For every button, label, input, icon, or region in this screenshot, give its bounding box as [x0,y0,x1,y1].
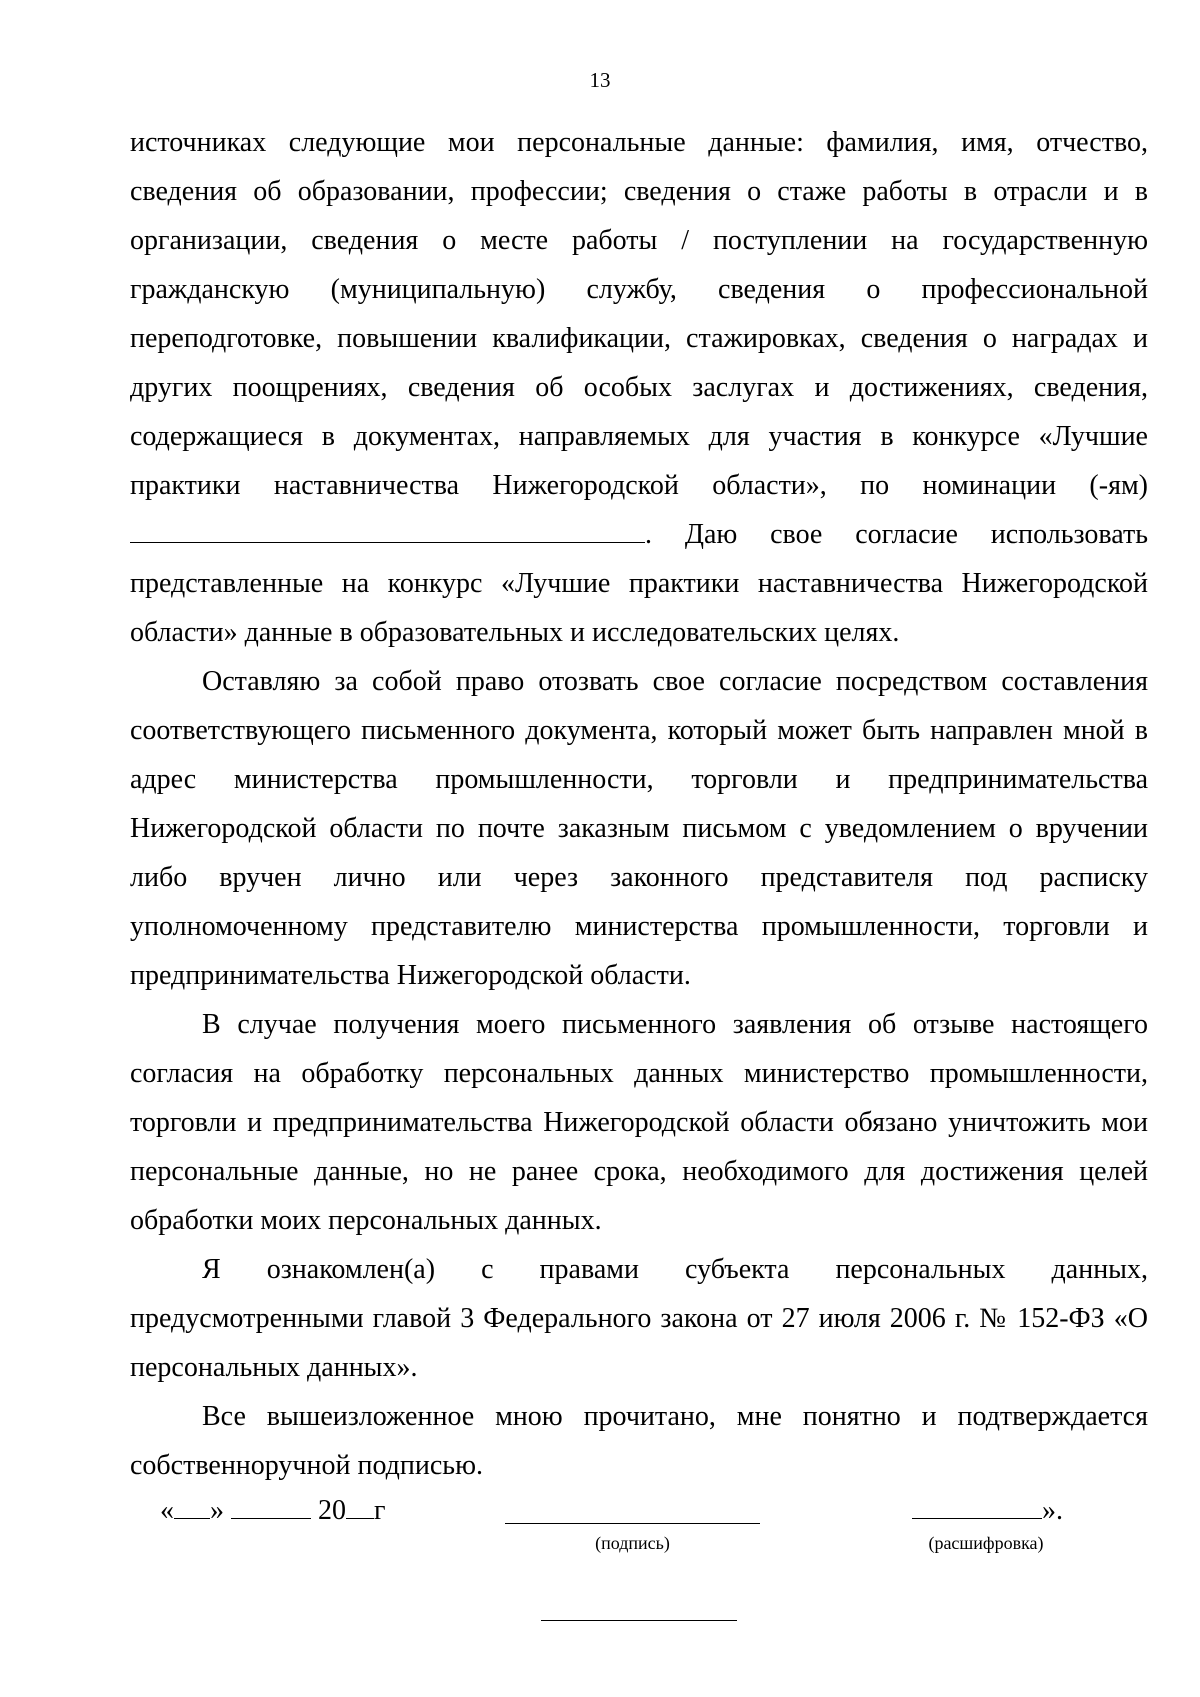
paragraph-confirmation: Все вышеизложенное мною прочитано, мне понятно и подтверждается собственноручной подписью. [130,1401,1148,1481]
date-close-quote: » [210,1495,224,1526]
signature-line [505,1495,760,1524]
decoding-end: ». [1042,1495,1063,1526]
signature-row [0,1495,1200,1565]
footer-separator-line [541,1620,737,1621]
day-blank [174,1496,210,1519]
page-number: 13 [589,68,611,92]
month-blank [231,1496,311,1519]
decoding-blank [912,1496,1042,1519]
document-body [130,118,1148,1490]
year-blank [346,1496,374,1519]
decoding-caption: (расшифровка) [928,1533,1044,1553]
date-open-quote: « [160,1495,174,1526]
year-suffix: г [374,1495,386,1526]
paragraph-personal-data [130,118,1148,657]
year-prefix: 20 [318,1495,346,1526]
paragraph-personal-data-end: . Даю свое согласие использовать представленные на конкурс «Лучшие практики наставничества Нижегородской области» данные в образовательных и исследовательских целях. [130,519,1148,648]
nomination-blank-line [130,520,645,543]
date-field [160,1495,385,1527]
paragraph-subject-rights: Я ознакомлен(а) с правами субъекта персональных данных, предусмотренными главой 3 Федерального закона от 27 июля 2006 г. № 152-ФЗ «О персональных данных». [130,1254,1148,1383]
paragraph-personal-data-start: источниках следующие мои персональные данные: фамилия, имя, отчество, сведения об образовании, профессии; сведения о стаже работы в отрасли и в организации, сведения о месте работы / поступлении на государственную гражданскую (муниципальную) службу, сведения о профессиональной переподготовке, повышении квалификации, стажировках, сведения о наградах и других поощрениях, сведения об особых заслугах и достижениях, сведения, содержащиеся в документах, направляемых для участия в конкурсе «Лучшие практики наставничества Нижегородской области», по номинации (-ям) [130,127,1148,501]
signature-caption: (подпись) [595,1533,670,1553]
paragraph-data-destruction: В случае получения моего письменного заявления об отзыве настоящего согласия на обработку персональных данных министерство промышленности, торговли и предпринимательства Нижегородской области обязано уничтожить мои персональные данные, но не ранее срока, необходимого для достижения целей обработки моих персональных данных. [130,1009,1148,1236]
decoding-field [912,1495,1063,1527]
paragraph-revocation-right: Оставляю за собой право отозвать свое согласие посредством составления соответствующего письменного документа, который может быть направлен мной в адрес министерства промышленности, торговли и предпринимательства Нижегородской области по почте заказным письмом с уведомлением о вручении либо вручен лично или через законного представителя под расписку уполномоченному представителю министерства промышленности, торговли и предпринимательства Нижегородской области. [130,666,1148,991]
